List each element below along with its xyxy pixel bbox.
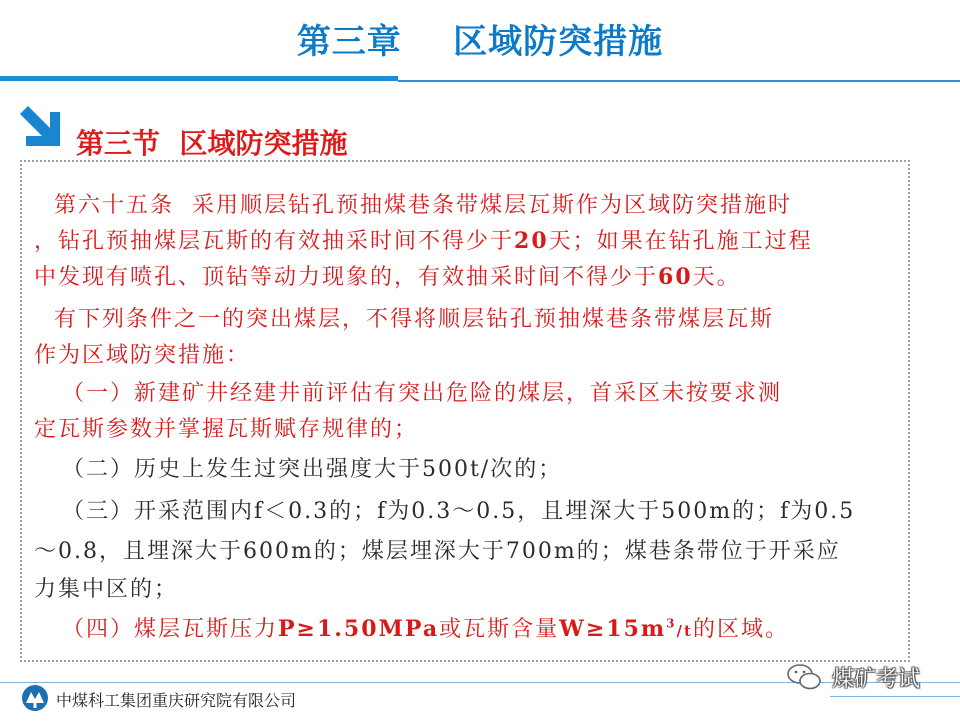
article-box xyxy=(20,160,910,662)
wechat-icon xyxy=(786,662,822,692)
corner-tab xyxy=(830,696,960,721)
article-line: 定瓦斯参数并掌握瓦斯赋存规律的； xyxy=(34,417,419,442)
article-line: （四）煤层瓦斯压力P≥1.50MPa或瓦斯含量$W\ge 15m^3/t$的区域。 xyxy=(26,616,789,642)
article-line: 中发现有喷孔、顶钻等动力现象的，有效抽采时间不得少于60天。 xyxy=(34,264,741,290)
article-line: （二）历史上发生过突出强度大于500t/次的； xyxy=(26,457,563,482)
watermark-text: 煤矿考试 xyxy=(832,667,921,692)
arrow-down-right-icon xyxy=(14,102,64,152)
article-line: 力集中区的； xyxy=(34,577,179,602)
header-rule-thin xyxy=(398,80,960,82)
article-line: 有下列条件之一的突出煤层，不得将顺层钻孔预抽煤巷条带煤层瓦斯 xyxy=(18,307,774,332)
header-rule-thick xyxy=(0,76,398,81)
footer-org-name: 中煤科工集团重庆研究院有限公司 xyxy=(56,691,297,710)
article-line: （三）开采范围内f＜0.3的；f为0.3～0.5，且埋深大于500m的；f为0.5 xyxy=(26,499,856,524)
chapter-title: 第三章 区域防突措施 xyxy=(296,22,664,62)
article-line: 第六十五条 采用顺层钻孔预抽煤巷条带煤层瓦斯作为区域防突措施时 xyxy=(18,193,792,218)
article-line: 作为区域防突措施： xyxy=(34,343,251,368)
article-line: ～0.8，且埋深大于600m的；煤层埋深大于700m的；煤巷条带位于开采应 xyxy=(34,539,841,564)
article-line: ，钻孔预抽煤层瓦斯的有效抽采时间不得少于20天；如果在钻孔施工过程 xyxy=(34,228,813,254)
article-line: （一）新建矿井经建井前评估有突出危险的煤层，首采区未按要求测 xyxy=(26,381,782,406)
company-logo-icon xyxy=(20,683,50,713)
section-title: 第三节 区域防突措施 xyxy=(76,127,348,160)
